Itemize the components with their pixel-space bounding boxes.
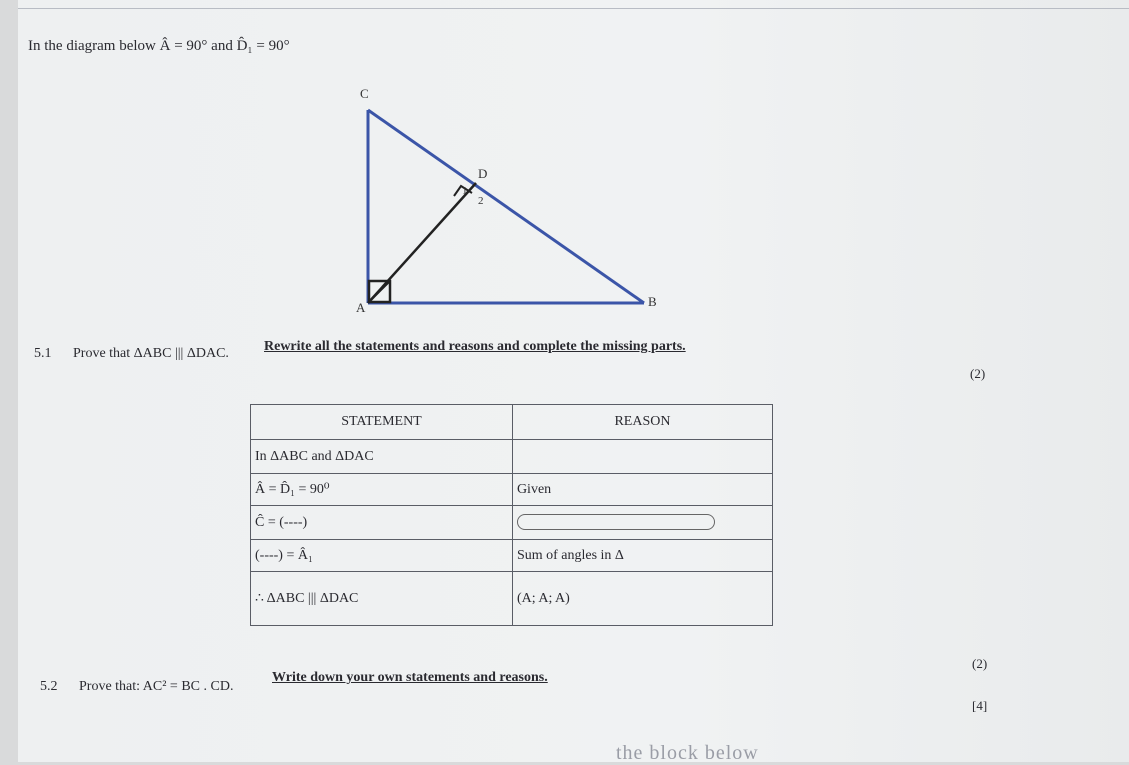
question-5-2-number: 5.2 bbox=[40, 679, 58, 694]
top-divider bbox=[18, 8, 1129, 9]
table-row bbox=[251, 540, 773, 572]
label-a: A bbox=[356, 300, 366, 315]
question-5-1-text: Prove that ΔABC ||| ΔDAC. bbox=[73, 346, 229, 361]
label-b: B bbox=[648, 294, 657, 309]
bottom-cutoff-text: the block below bbox=[616, 742, 759, 764]
right-angle-a-diag bbox=[369, 281, 390, 302]
statement-cell: In ΔABC and ΔDAC bbox=[251, 440, 513, 474]
reason-cell: (A; A; A) bbox=[512, 572, 772, 626]
reason-blank-oval[interactable] bbox=[517, 514, 715, 530]
header-statement: STATEMENT bbox=[251, 405, 513, 440]
statement-cell: Â = D̂₁ = 90⁰ bbox=[251, 474, 513, 506]
altitude-ad bbox=[368, 183, 476, 303]
table-row bbox=[251, 506, 773, 540]
label-c: C bbox=[360, 86, 369, 101]
header-reason: REASON bbox=[512, 405, 772, 440]
label-angle-1: 1 bbox=[462, 185, 468, 197]
intro-text: In the diagram below Â = 90° and D̂₁ = 90° bbox=[28, 38, 290, 54]
label-d: D bbox=[478, 166, 488, 181]
table-row bbox=[251, 474, 773, 506]
proof-table bbox=[250, 404, 773, 626]
question-5-2-text: Prove that: AC² = BC . CD. bbox=[79, 679, 234, 694]
question-5-1-instruction: Rewrite all the statements and reasons and complete the missing parts. bbox=[264, 339, 686, 354]
table-row bbox=[251, 572, 773, 626]
question-5-2-instruction: Write down your own statements and reasons. bbox=[272, 670, 548, 685]
label-angle-2: 2 bbox=[478, 195, 484, 207]
statement-cell: (----) = Â₁ bbox=[251, 540, 513, 572]
reason-cell-blank[interactable] bbox=[512, 506, 772, 540]
reason-cell bbox=[512, 440, 772, 474]
question-5-1-number: 5.1 bbox=[34, 346, 52, 361]
side-cb bbox=[368, 110, 644, 303]
table-row bbox=[251, 440, 773, 474]
worksheet-page bbox=[18, 0, 1129, 762]
question-5-1-marks: (2) bbox=[970, 366, 986, 381]
statement-cell: ∴ ΔABC ||| ΔDAC bbox=[251, 572, 513, 626]
triangle-diagram bbox=[328, 80, 668, 320]
statement-cell: Ĉ = (----) bbox=[251, 506, 513, 540]
reason-cell: Sum of angles in Δ bbox=[512, 540, 772, 572]
table-header-row bbox=[251, 405, 773, 440]
question-5-2-marks: (2) bbox=[972, 656, 988, 671]
reason-cell: Given bbox=[512, 474, 772, 506]
question-total-marks: [4] bbox=[972, 698, 988, 713]
